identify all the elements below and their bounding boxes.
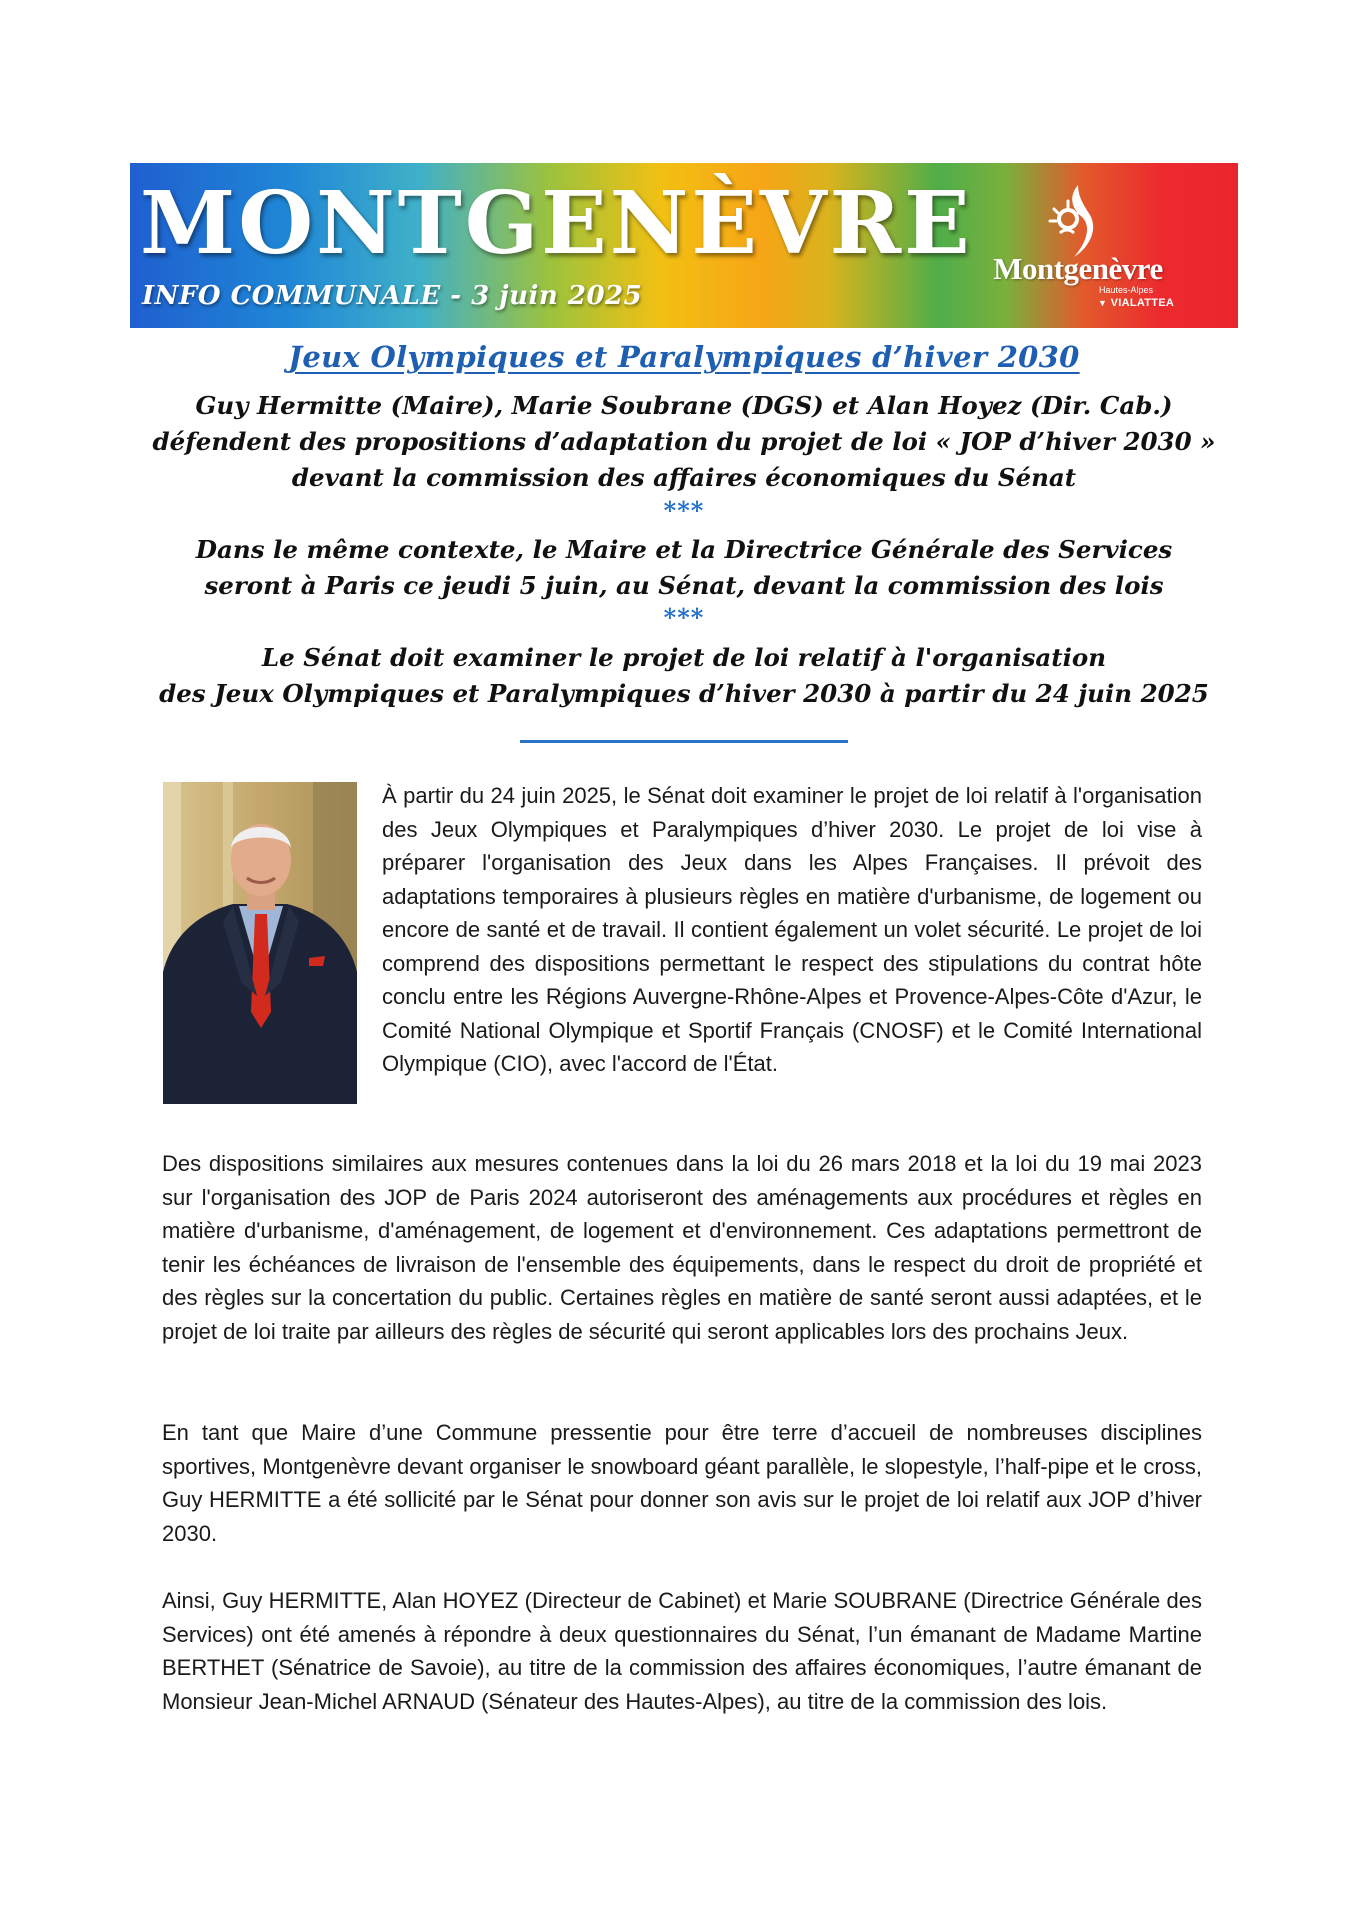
lead-line: seront à Paris ce jeudi 5 juin, au Sénat, devant la commission des lois [204,571,1164,600]
headline: Jeux Olympiques et Paralympiques d’hiver 2030 [288,340,1080,374]
separator-stars: *** [663,603,705,632]
header-banner [130,163,1238,328]
lead-line: défendent des propositions d’adaptation du projet de loi « JOP d’hiver 2030 » [152,427,1216,456]
logo-region: Hautes-Alpes [1098,285,1154,295]
logo-partner-label: VIALATTEA [1110,297,1175,309]
lead-line: Dans le même contexte, le Maire et la Directrice Générale des Services [195,535,1173,564]
sun-mountain-logo-icon [1038,183,1108,261]
logo-partner [1098,297,1208,309]
body-paragraph-3: En tant que Maire d’une Commune pressentie pour être terre d’accueil de nombreuses disciplines sportives, Montgenèvre devant organiser le snowboard géant parallèle, le slopestyle, l’half-pipe et le cross, Guy HERMITTE a été sollicité par le Sénat pour donner son avis sur le projet de loi relatif aux JOP d’hiver 2030. [162,1420,1202,1546]
montgenevre-logo [968,183,1208,313]
logo-name: Montgenèvre [993,251,1163,286]
section-divider [520,740,848,743]
lead-line: devant la commission des affaires économiques du Sénat [291,463,1077,492]
lead-line: Guy Hermitte (Maire), Marie Soubrane (DGS) et Alan Hoyez (Dir. Cab.) [195,391,1173,420]
lead-line: Le Sénat doit examiner le projet de loi relatif à l'organisation [261,643,1107,672]
lead-block-3 [130,640,1238,712]
banner-subtitle: INFO COMMUNALE - 3 juin 2025 [142,281,643,311]
partner-triangle-icon: ▼ [1098,298,1108,308]
body-paragraph-2: Des dispositions similaires aux mesures contenues dans la loi du 26 mars 2018 et la loi du 19 mai 2023 sur l'organisation des JOP de Paris 2024 autoriseront des aménagements aux procédures et règles en matière d'urbanisme, d'aménagement, de logement et d'environnement. Ces adaptations permettront de tenir les échéances de livraison de l'ensemble des équipements, dans le respect du droit de propriété et des règles sur la concertation du public. Certaines règles en matière de santé seront aussi adaptées, et le projet de loi traite par ailleurs des règles de sécurité qui seront applicables lors des prochains Jeux. [162,1151,1202,1344]
lead-line: des Jeux Olympiques et Paralympiques d’hiver 2030 à partir du 24 juin 2025 [159,679,1209,708]
banner-title: MONTGENÈVRE [140,173,973,274]
mayor-photo [163,782,357,1104]
body-paragraph-1: À partir du 24 juin 2025, le Sénat doit examiner le projet de loi relatif à l'organisation des Jeux Olympiques et Paralympiques d’hiver 2030. Le projet de loi vise à préparer l'organisation des Jeux dans les Alpes Françaises. Il prévoit des adaptations temporaires à plusieurs règles en matière d'urbanisme, de logement ou encore de santé et de travail. Il contient également un volet sécurité. Le projet de loi comprend des dispositions permettant le respect des stipulations du contrat hôte conclu entre les Régions Auvergne-Rhône-Alpes et Provence-Alpes-Côte d'Azur, le Comité National Olympique et Sportif Français (CNOSF) et le Comité International Olympique (CIO), avec l'accord de l'État. [382,783,1202,1076]
lead-block-1 [130,388,1238,496]
body-paragraph-4: Ainsi, Guy HERMITTE, Alan HOYEZ (Directeur de Cabinet) et Marie SOUBRANE (Directrice Générale des Services) ont été amenés à répondre à deux questionnaires du Sénat, l’un émanant de Madame Martine BERTHET (Sénatrice de Savoie), au titre de la commission des affaires économiques, l’autre émanant de Monsieur Jean-Michel ARNAUD (Sénateur des Hautes-Alpes), au titre de la commission des lois. [162,1588,1202,1714]
lead-block-2 [130,532,1238,604]
portrait-image [163,782,357,1104]
separator-stars: *** [663,496,705,525]
